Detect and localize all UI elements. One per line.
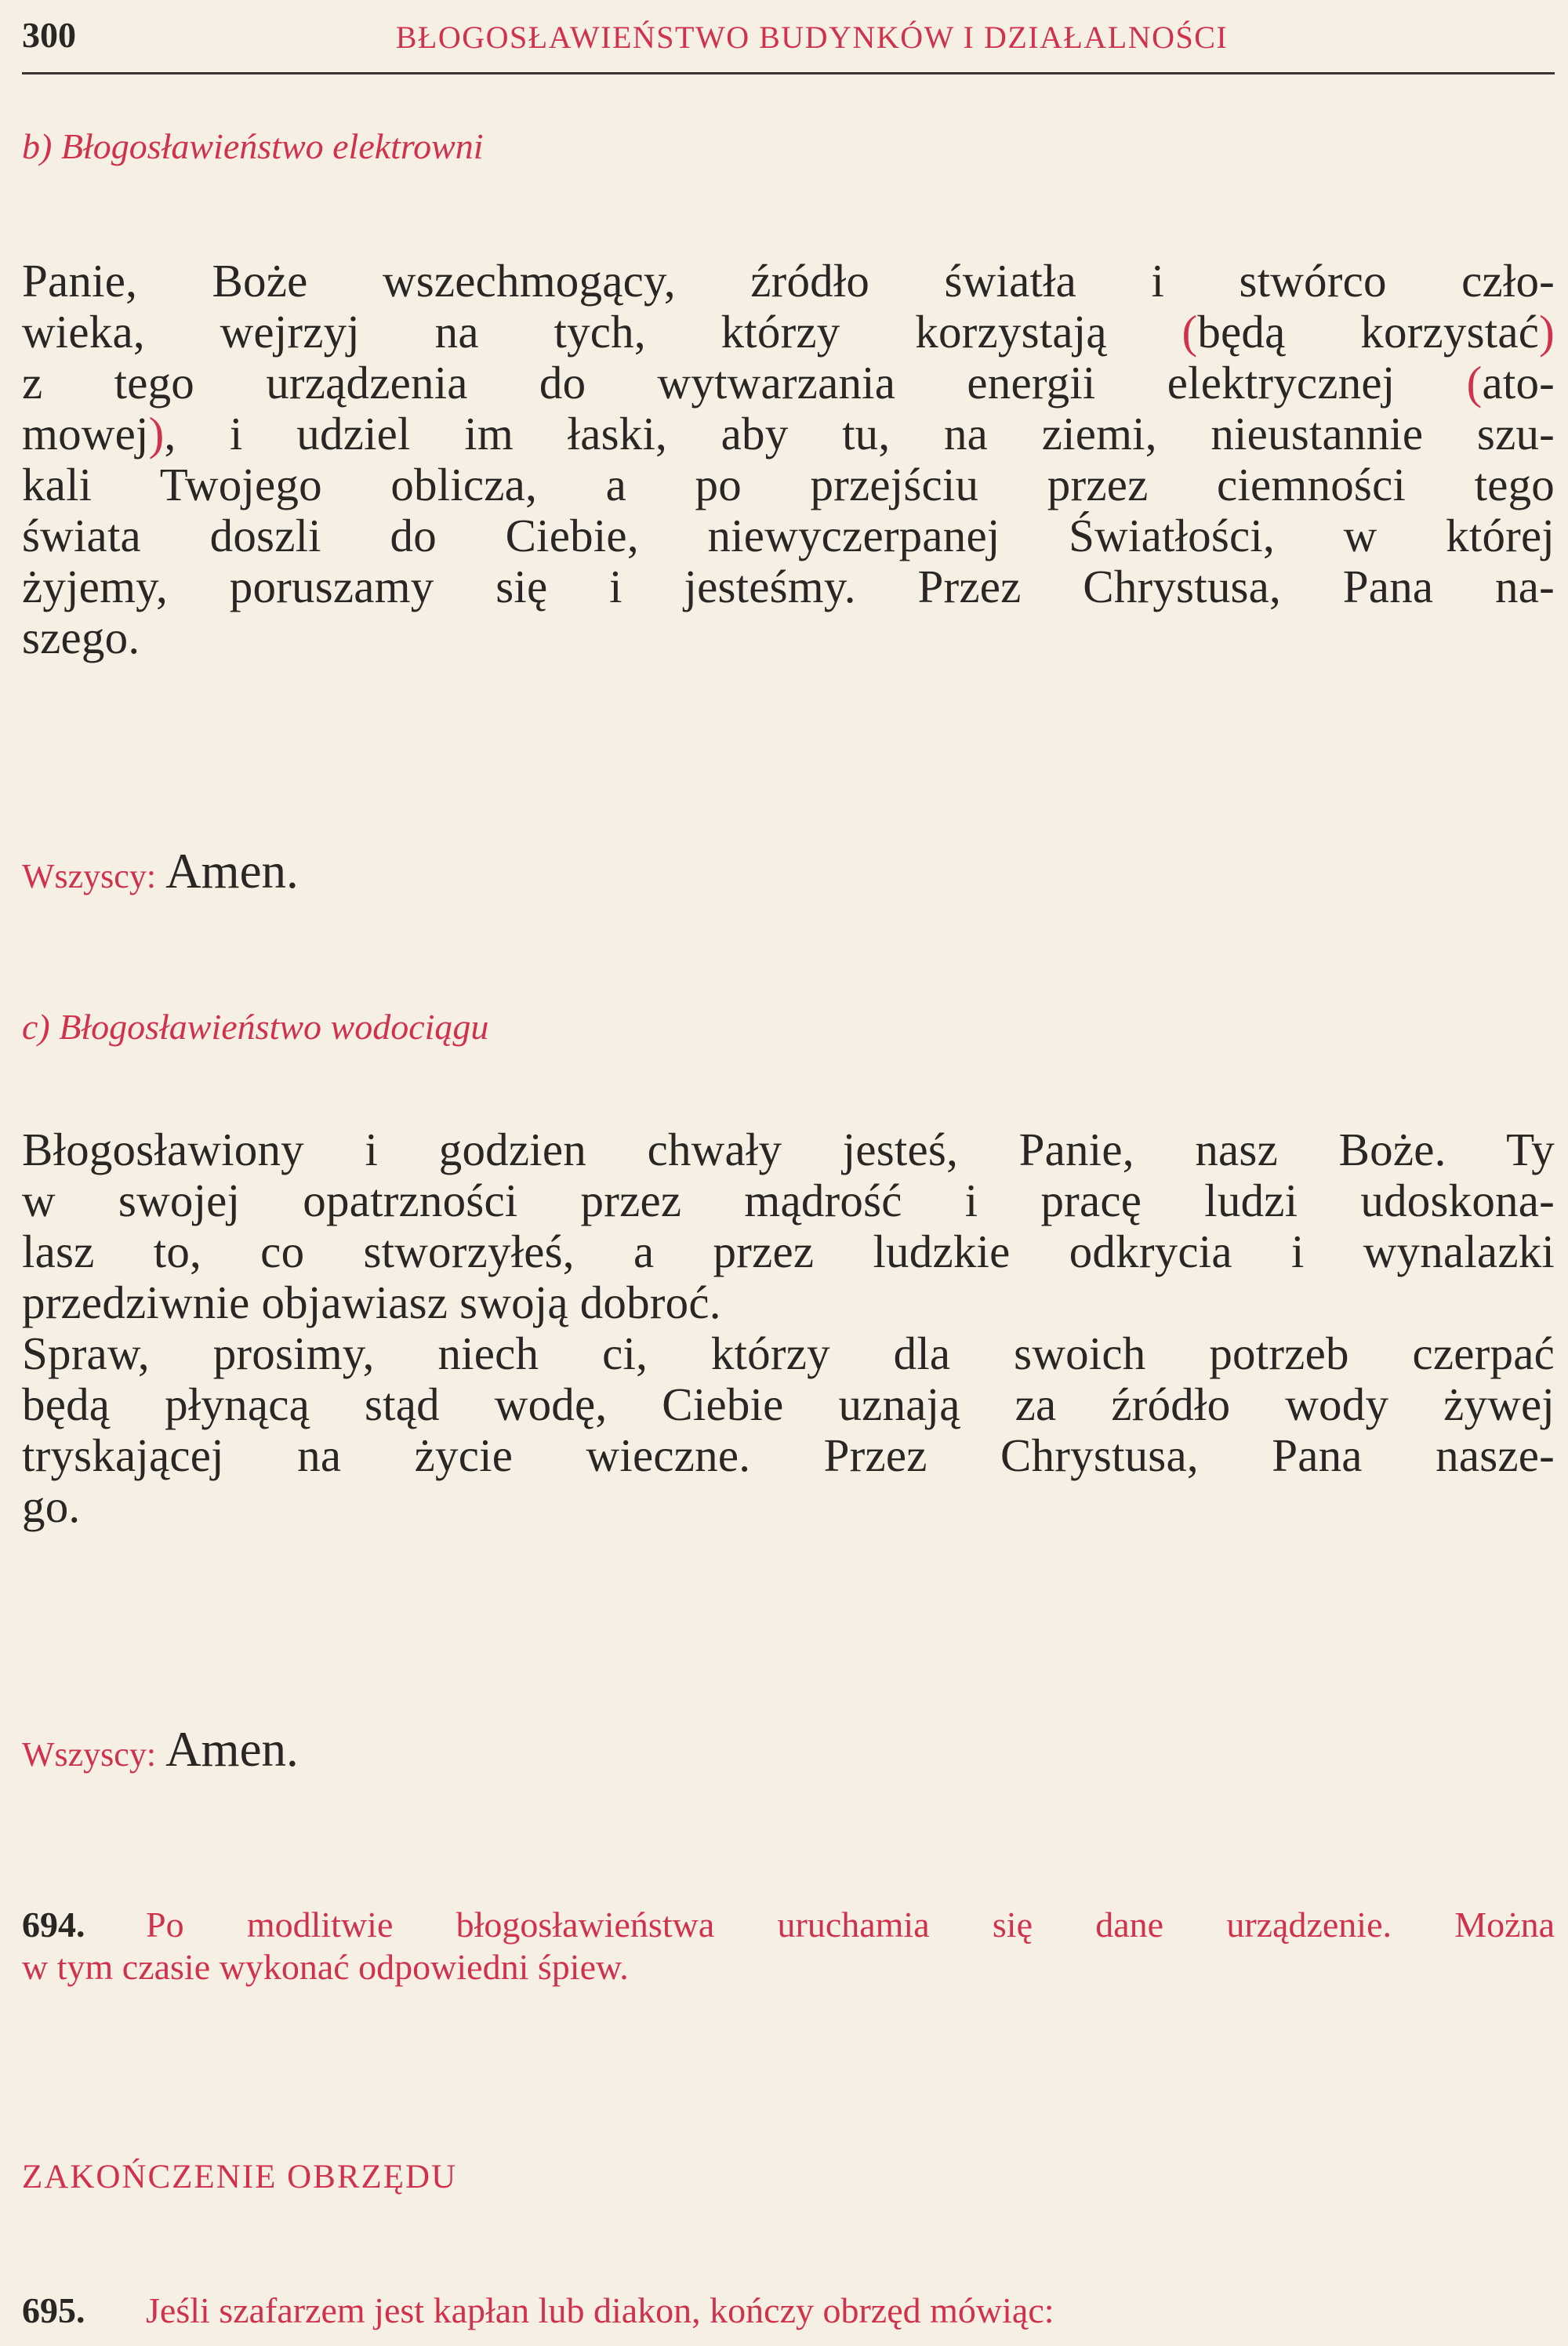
section-b-response	[22, 843, 299, 900]
page-number: 300	[22, 15, 76, 55]
rubric-694	[22, 1904, 1555, 1988]
section-c-prayer	[22, 1124, 1555, 1532]
prayer-line: świata doszli do Ciebie, niewyczerpanej Światłości, w której	[22, 510, 1555, 561]
response-speaker: Wszyscy:	[22, 857, 157, 895]
prayer-line: Panie, Boże wszechmogący, źródło światła i stwórco czło-	[22, 255, 1555, 307]
page-header	[22, 8, 1555, 74]
prayer-line: w swojej opatrzności przez mądrość i pracę ludzi udoskona-	[22, 1175, 1555, 1226]
rubric-line: 694. Po modlitwie błogosławieństwa uruchamia się dane urządzenie. Można	[22, 1905, 1555, 1945]
prayer-line: przedziwnie objawiasz swoją dobroć.	[22, 1276, 721, 1328]
prayer-line: tryskającej na życie wieczne. Przez Chrystusa, Pana nasze-	[22, 1429, 1555, 1481]
rubric-line: w tym czasie wykonać odpowiedni śpiew.	[22, 1947, 629, 1987]
prayer-line: kali Twojego oblicza, a po przejściu przez ciemności tego	[22, 459, 1555, 510]
section-b-heading: b) Błogosławieństwo elektrowni	[22, 126, 484, 166]
prayer-line: z tego urządzenia do wytwarzania energii elektrycznej (ato-	[22, 357, 1555, 409]
prayer-line: wieka, wejrzyj na tych, którzy korzystają (będą korzystać)	[22, 306, 1555, 358]
rubric-number: 694.	[22, 1905, 85, 1945]
rubric-number: 695.	[22, 2290, 85, 2330]
prayer-line: lasz to, co stworzyłeś, a przez ludzkie odkrycia i wynalazki	[22, 1226, 1555, 1277]
prayer-line: szego.	[22, 612, 140, 663]
prayer-line: Spraw, prosimy, niech ci, którzy dla swoich potrzeb czerpać	[22, 1327, 1555, 1379]
prayer-line: Błogosławiony i godzien chwały jesteś, Panie, nasz Boże. Ty	[22, 1124, 1555, 1175]
response-text: Amen.	[165, 844, 299, 899]
rubric-line: 695. Jeśli szafarzem jest kapłan lub diakon, kończy obrzęd mówiąc:	[22, 2290, 1054, 2330]
prayer-line: go.	[22, 1480, 81, 1532]
running-title: BŁOGOSŁAWIEŃSTWO BUDYNKÓW I DZIAŁALNOŚCI	[395, 20, 1229, 55]
closing-section-heading: ZAKOŃCZENIE OBRZĘDU	[22, 2159, 458, 2195]
response-speaker: Wszyscy:	[22, 1735, 157, 1774]
section-c-heading: c) Błogosławieństwo wodociągu	[22, 1007, 489, 1047]
response-text: Amen.	[165, 1722, 299, 1777]
prayer-line: żyjemy, poruszamy się i jesteśmy. Przez Chrystusa, Pana na-	[22, 561, 1555, 612]
prayer-line: mowej), i udziel im łaski, aby tu, na ziemi, nieustannie szu-	[22, 408, 1555, 459]
rubric-695	[22, 2290, 1555, 2332]
section-c-response	[22, 1721, 299, 1778]
section-b-prayer	[22, 256, 1555, 663]
prayer-line: będą płynącą stąd wodę, Ciebie uznają za źródło wody żywej	[22, 1378, 1555, 1430]
